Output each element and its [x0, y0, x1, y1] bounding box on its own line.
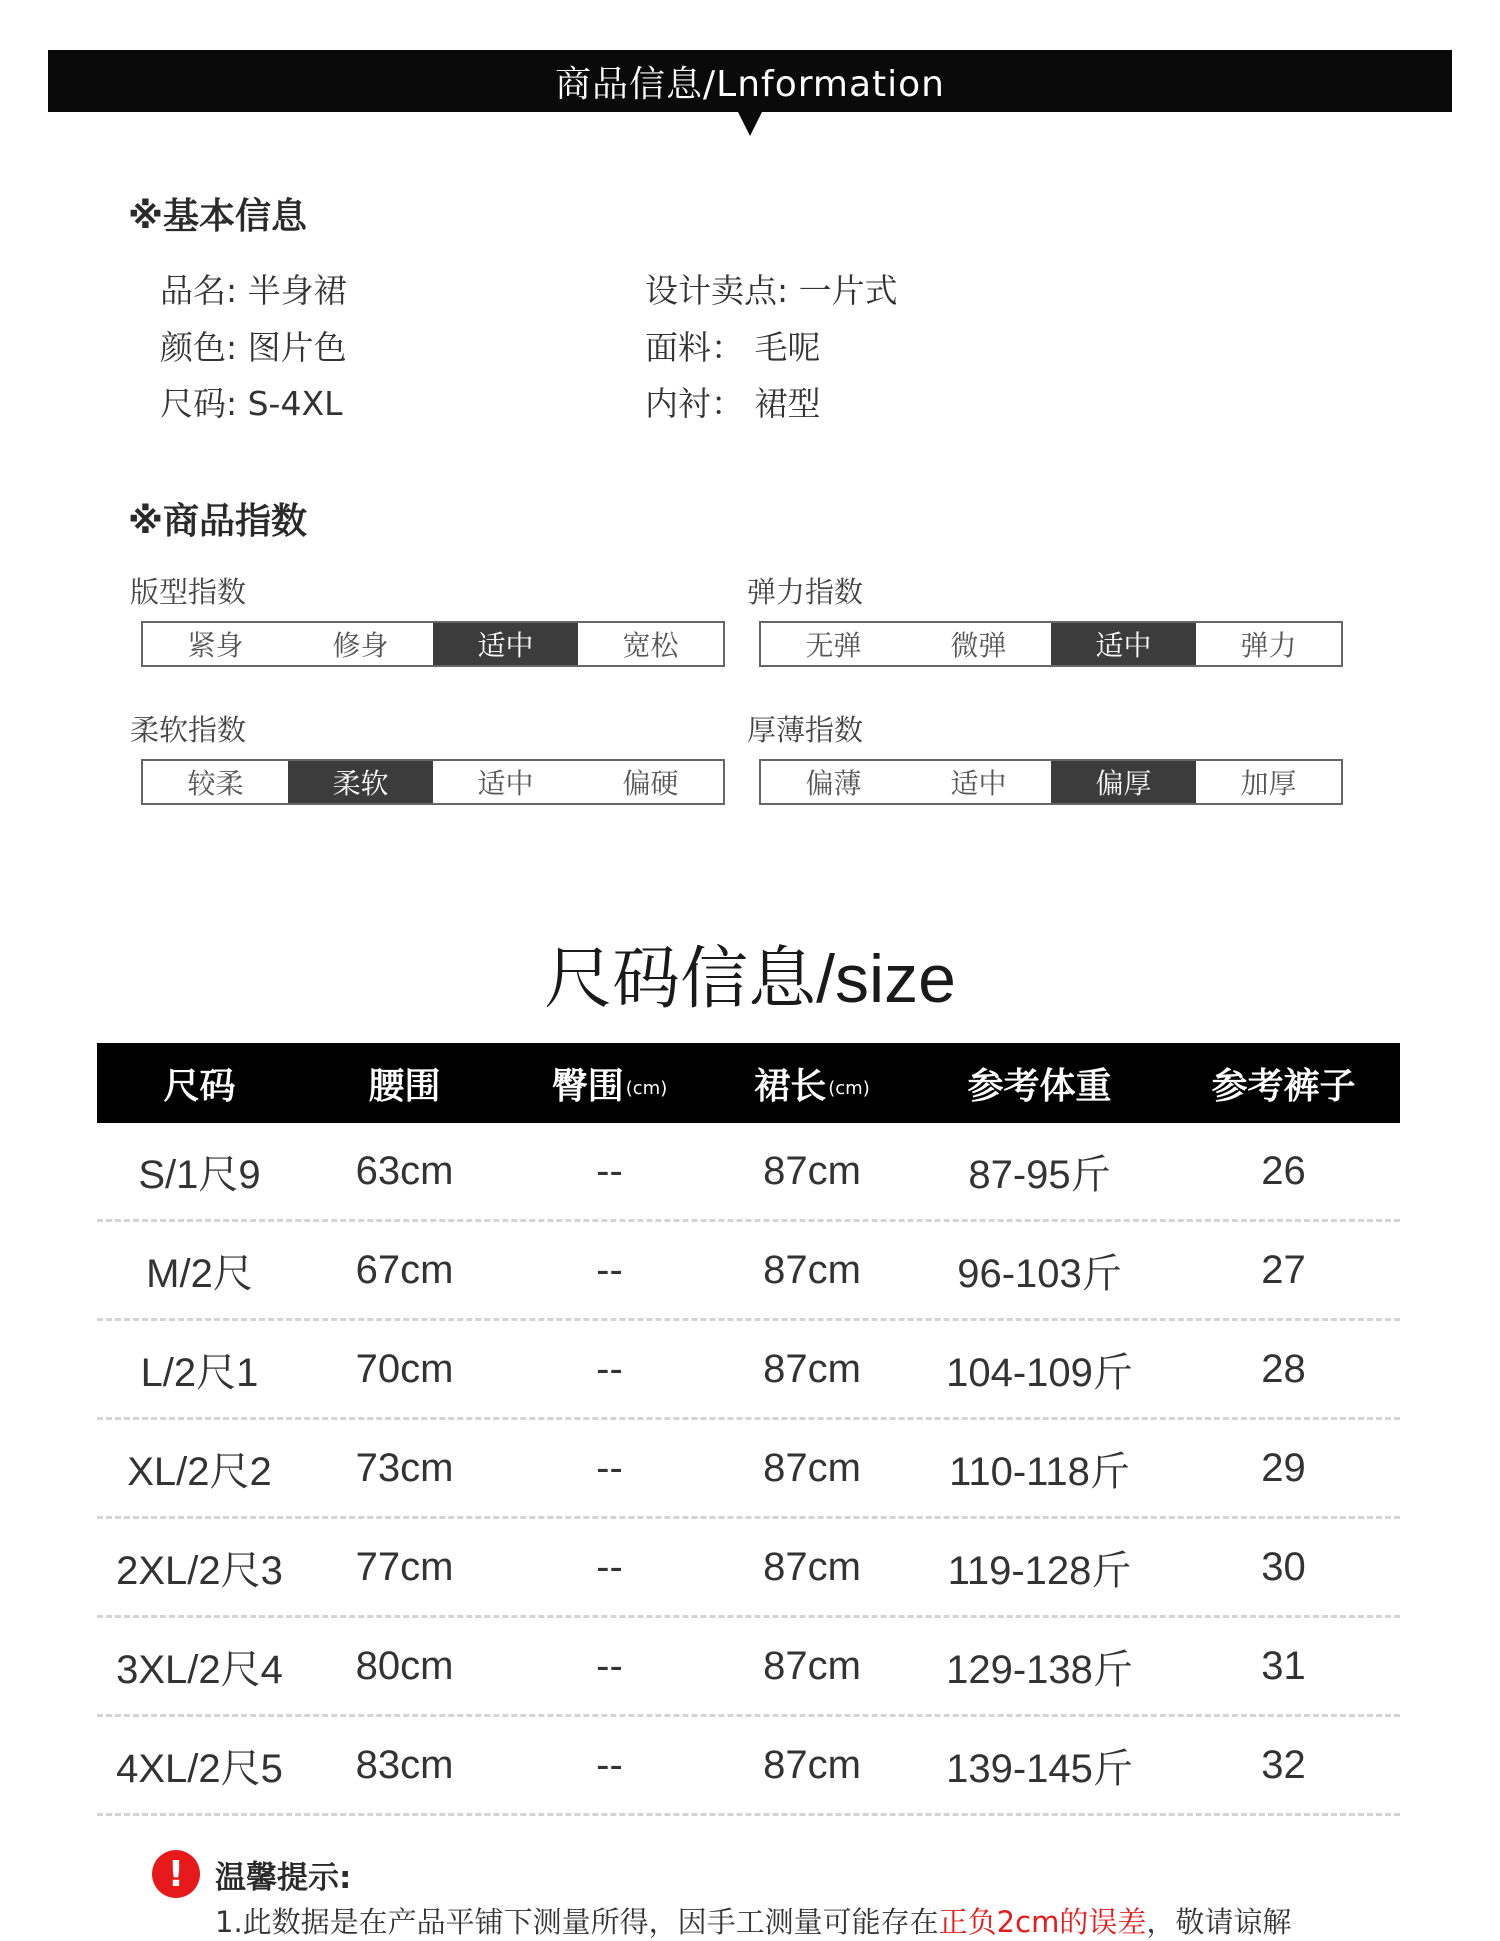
cell-size: 4XL/2尺5	[116, 1746, 283, 1791]
cell-pants: 28	[1261, 1346, 1306, 1391]
cell-hip: --	[596, 1247, 623, 1292]
cell-length: 87cm	[763, 1742, 861, 1787]
index-option: 紧身	[187, 629, 244, 662]
cell-length: 87cm	[763, 1544, 861, 1589]
index-option: 宽松	[622, 629, 679, 662]
index-option: 无弹	[805, 629, 862, 662]
cell-waist: 80cm	[355, 1643, 454, 1688]
cell-length: 87cm	[763, 1148, 861, 1193]
table-row	[97, 1123, 1400, 1222]
index-option: 弹力	[1240, 629, 1297, 662]
cell-length: 87cm	[763, 1247, 861, 1292]
cell-waist: 70cm	[355, 1346, 454, 1391]
cell-pants: 29	[1261, 1445, 1306, 1490]
info-product-name: 品名: 半身裙	[160, 271, 347, 310]
info-design: 设计卖点: 一片式	[645, 271, 898, 310]
cell-pants: 27	[1261, 1247, 1306, 1292]
info-fabric: 面料： 毛呢	[645, 328, 821, 367]
table-row	[97, 1420, 1400, 1519]
cell-length: 87cm	[763, 1445, 861, 1490]
cell-weight: 104-109斤	[946, 1350, 1133, 1395]
tip-text	[215, 1900, 1291, 1941]
index-label-thickness: 厚薄指数	[747, 713, 864, 747]
table-row	[97, 1618, 1400, 1717]
cell-pants: 32	[1261, 1742, 1306, 1787]
tip-text-before: 1.此数据是在产品平铺下测量所得，因手工测量可能存在	[215, 1905, 939, 1939]
cell-waist: 77cm	[355, 1544, 454, 1589]
table-row	[97, 1717, 1400, 1816]
size-section-title: 尺码信息/size	[544, 941, 956, 1017]
index-option: 微弹	[950, 629, 1007, 662]
cell-waist: 73cm	[355, 1445, 454, 1490]
cell-pants: 30	[1261, 1544, 1306, 1589]
header-pointer-icon	[738, 112, 762, 136]
cell-size: 3XL/2尺4	[116, 1647, 283, 1692]
index-option: 加厚	[1240, 767, 1297, 800]
header-title: 商品信息/Lnformation	[555, 63, 945, 105]
header-cell-length: 裙长 (cm)	[754, 1065, 870, 1107]
index-scale-elasticity	[759, 621, 1343, 667]
index-option: 适中	[477, 767, 534, 800]
index-option: 适中	[950, 767, 1007, 800]
size-table-header	[97, 1043, 1400, 1123]
cell-size: S/1尺9	[138, 1152, 261, 1197]
index-scale-fit	[141, 621, 725, 667]
index-option-selected: 偏厚	[1051, 761, 1196, 803]
cell-length: 87cm	[763, 1643, 861, 1688]
cell-length: 87cm	[763, 1346, 861, 1391]
header-cell-waist: 腰围	[368, 1065, 441, 1107]
info-size-range: 尺码: S-4XL	[160, 384, 343, 423]
info-color: 颜色: 图片色	[160, 328, 347, 367]
cell-size: XL/2尺2	[127, 1449, 272, 1494]
section-header-information	[48, 50, 1452, 112]
cell-weight: 96-103斤	[957, 1251, 1122, 1296]
header-cell-hip: 臀围 (cm)	[551, 1065, 668, 1107]
cell-hip: --	[596, 1643, 623, 1688]
index-label-elasticity: 弹力指数	[747, 575, 864, 609]
index-label-fit: 版型指数	[130, 575, 247, 609]
cell-waist: 63cm	[355, 1148, 454, 1193]
cell-hip: --	[596, 1346, 623, 1391]
info-lining: 内衬： 裙型	[645, 384, 821, 423]
index-scale-thickness	[759, 759, 1343, 805]
index-option: 修身	[332, 629, 389, 662]
exclamation-icon: !	[152, 1850, 200, 1898]
cell-hip: --	[596, 1148, 623, 1193]
unit-label: (cm)	[625, 1077, 668, 1099]
cell-hip: --	[596, 1742, 623, 1787]
table-row	[97, 1321, 1400, 1420]
index-option: 偏薄	[805, 767, 862, 800]
cell-size: M/2尺	[146, 1251, 253, 1296]
indices-title: ※商品指数	[128, 501, 307, 542]
table-row	[97, 1519, 1400, 1618]
header-cell-size: 尺码	[163, 1065, 236, 1107]
index-scale-softness	[141, 759, 725, 805]
cell-hip: --	[596, 1544, 623, 1589]
tip-title: 温馨提示:	[215, 1860, 352, 1896]
index-option: 较柔	[187, 767, 244, 800]
cell-waist: 67cm	[355, 1247, 454, 1292]
index-option: 偏硬	[622, 767, 679, 800]
index-option-selected: 适中	[1051, 623, 1196, 665]
tip-text-after: ，敬请谅解	[1146, 1905, 1292, 1939]
cell-pants: 26	[1261, 1148, 1306, 1193]
basic-info-title: ※基本信息	[128, 196, 307, 237]
cell-pants: 31	[1261, 1643, 1306, 1688]
cell-hip: --	[596, 1445, 623, 1490]
cell-weight: 129-138斤	[946, 1647, 1133, 1692]
tip-text-highlight: 正负2cm的误差	[938, 1905, 1147, 1939]
index-option-selected: 柔软	[288, 761, 433, 803]
cell-weight: 110-118斤	[949, 1449, 1130, 1494]
cell-size: 2XL/2尺3	[116, 1548, 283, 1593]
cell-weight: 139-145斤	[946, 1746, 1133, 1791]
cell-size: L/2尺1	[140, 1350, 259, 1395]
header-cell-weight: 参考体重	[967, 1065, 1112, 1107]
unit-label: (cm)	[828, 1077, 870, 1099]
cell-weight: 119-128斤	[947, 1548, 1132, 1593]
index-label-softness: 柔软指数	[130, 713, 247, 747]
header-cell-pants: 参考裤子	[1211, 1065, 1356, 1107]
index-option-selected: 适中	[433, 623, 578, 665]
table-row	[97, 1222, 1400, 1321]
cell-weight: 87-95斤	[968, 1152, 1111, 1197]
cell-waist: 83cm	[355, 1742, 454, 1787]
